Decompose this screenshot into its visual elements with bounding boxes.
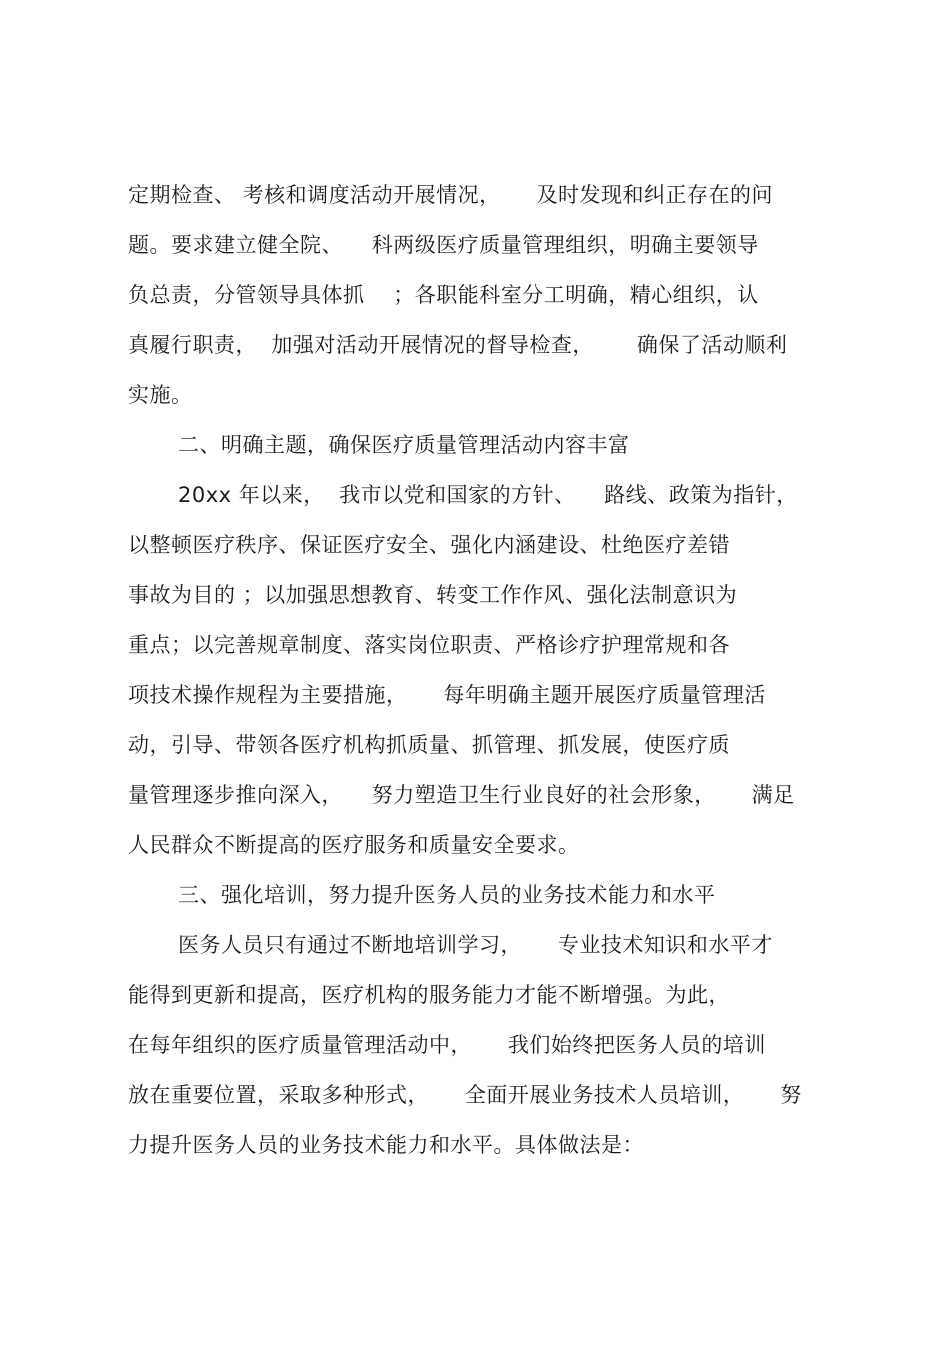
text-line: 项技术操作规程为主要措施， 每年明确主题开展医疗质量管理活 xyxy=(128,683,766,707)
text-line: 重点；以完善规章制度、落实岗位职责、严格诊疗护理常规和各 xyxy=(128,633,730,657)
text-line: 在每年组织的医疗质量管理活动中， 我们始终把医务人员的培训 xyxy=(128,1033,766,1057)
text-line: 量管理逐步推向深入， 努力塑造卫生行业良好的社会形象， 满足 xyxy=(128,783,795,807)
text-line: 实施。 xyxy=(128,383,193,407)
text-line: 放在重要位置，采取多种形式， 全面开展业务技术人员培训， 努 xyxy=(128,1083,802,1107)
text-line: 能得到更新和提高，医疗机构的服务能力才能不断增强。为此， xyxy=(128,983,730,1007)
text-line: 动，引导、带领各医疗机构抓质量、抓管理、抓发展，使医疗质 xyxy=(128,733,730,757)
text-line: 负总责，分管领导具体抓 ；各职能科室分工明确，精心组织，认 xyxy=(128,283,759,307)
text-line: 事故为目的 ；以加强思想教育、转变工作作风、强化法制意识为 xyxy=(128,583,738,607)
text-line: 20xx 年以来， 我市以党和国家的方针、 路线、政策为指针， xyxy=(178,483,798,507)
text-line: 医务人员只有通过不断地培训学习， 专业技术知识和水平才 xyxy=(178,933,773,957)
section-heading: 二、明确主题，确保医疗质量管理活动内容丰富 xyxy=(178,433,630,457)
text-line: 人民群众不断提高的医疗服务和质量安全要求。 xyxy=(128,833,580,857)
text-line: 以整顿医疗秩序、保证医疗安全、强化内涵建设、杜绝医疗差错 xyxy=(128,533,730,557)
text-line: 力提升医务人员的业务技术能力和水平。具体做法是： xyxy=(128,1133,644,1157)
text-line: 定期检查、 考核和调度活动开展情况， 及时发现和纠正存在的问 xyxy=(128,183,774,207)
section-heading: 三、强化培训，努力提升医务人员的业务技术能力和水平 xyxy=(178,883,716,907)
text-line: 题。要求建立健全院、 科两级医疗质量管理组织，明确主要领导 xyxy=(128,233,759,257)
text-line: 真履行职责， 加强对活动开展情况的督导检查， 确保了活动顺利 xyxy=(128,333,788,357)
